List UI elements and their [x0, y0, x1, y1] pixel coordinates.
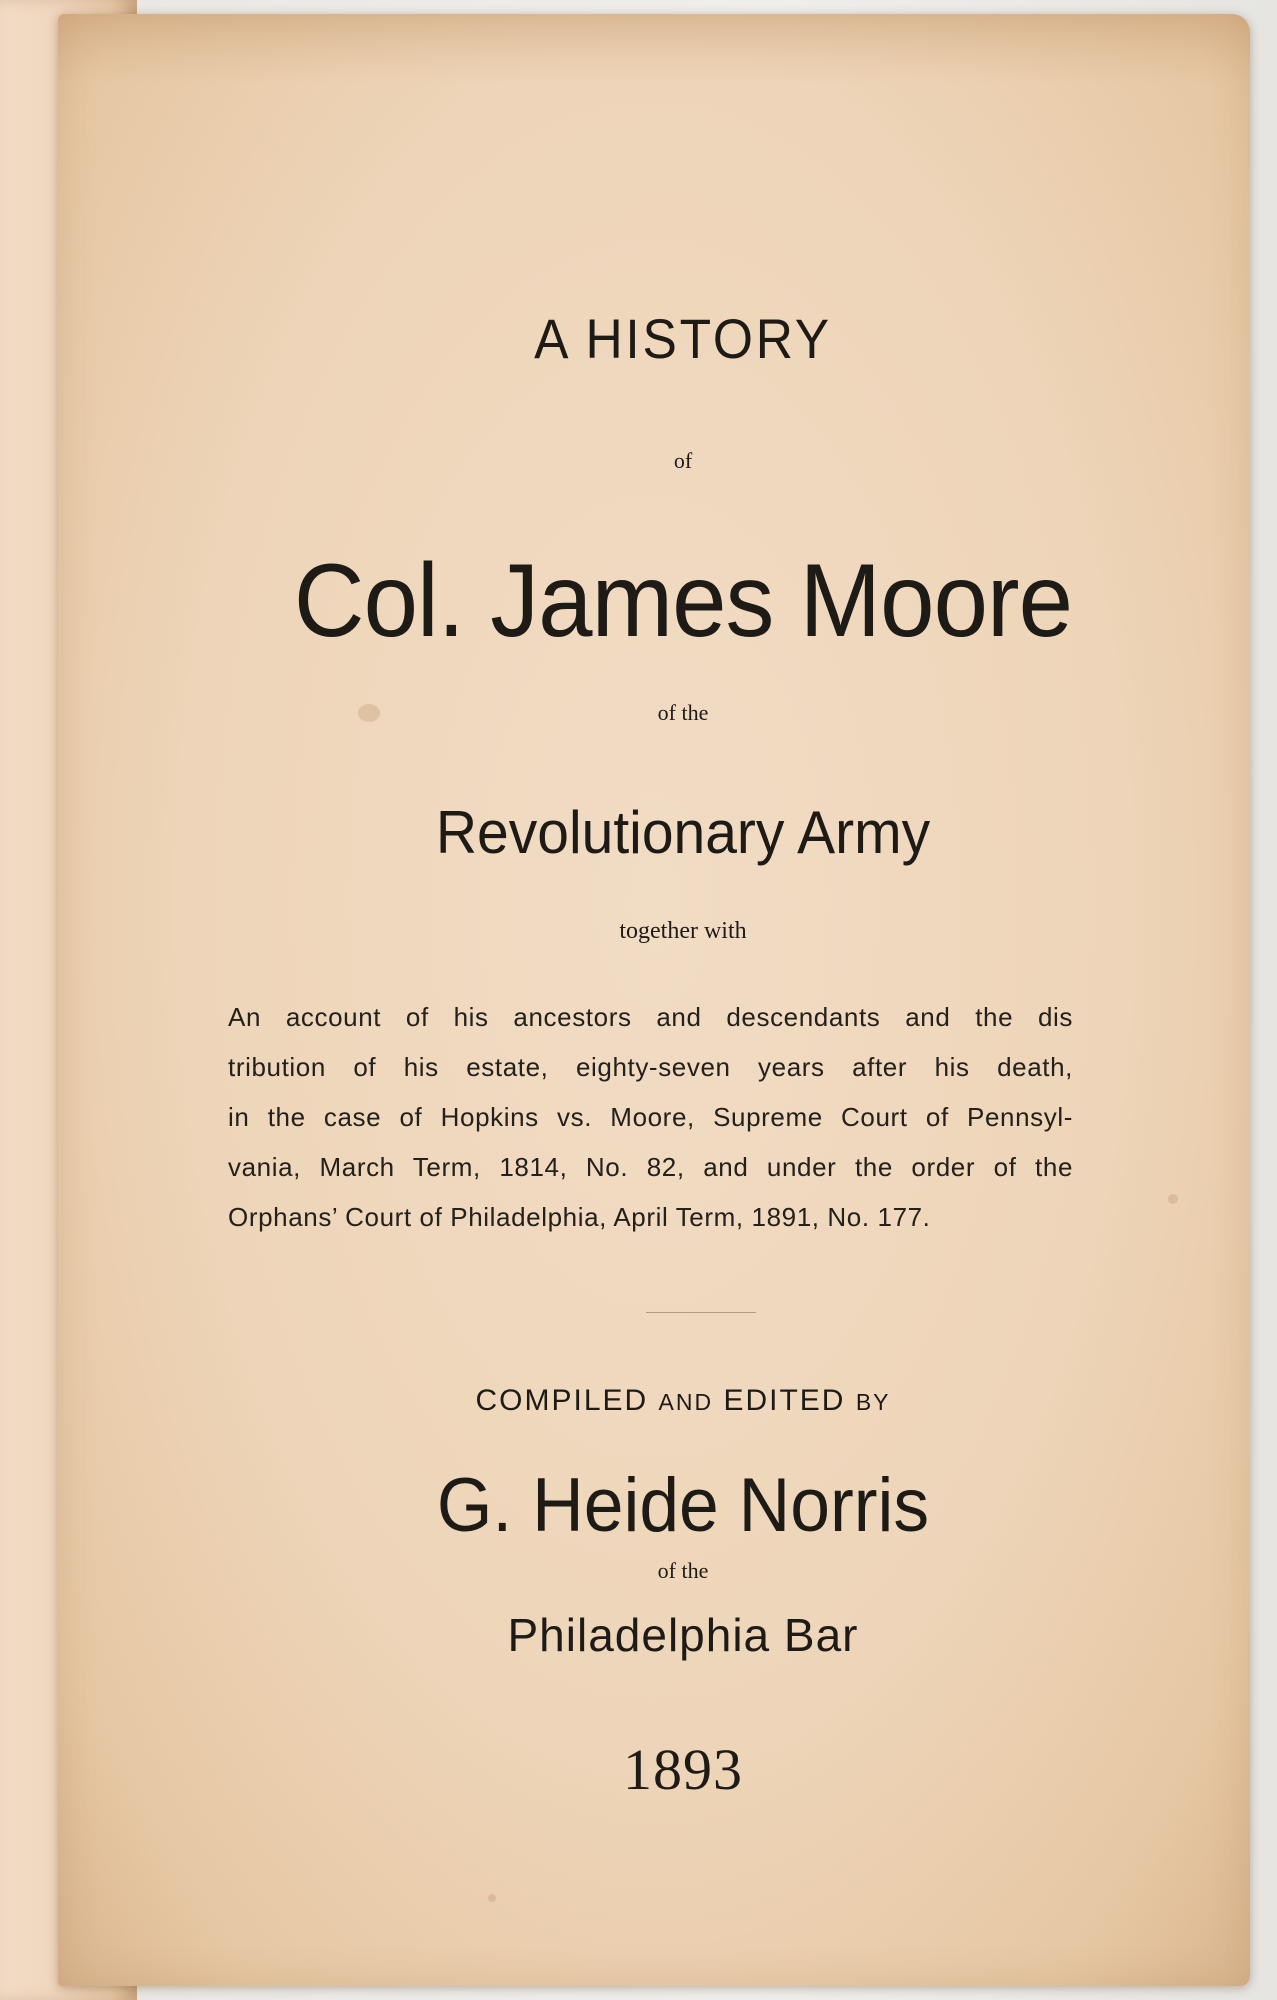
- subject-army: Revolutionary Army: [435, 799, 931, 866]
- compiled-and-edited-by: [128, 1384, 1238, 1418]
- title-text-block: [128, 14, 1238, 1986]
- account-paragraph: [228, 992, 1073, 1242]
- connector-together-with: together with: [619, 918, 747, 944]
- compiled-word: COMPILED: [475, 1384, 649, 1417]
- title-page: [58, 14, 1250, 1986]
- account-line: in the case of Hopkins vs. Moore, Supreme Court of Pennsyl-: [228, 1102, 1073, 1132]
- divider-rule: [646, 1312, 756, 1313]
- compiled-word: AND: [658, 1389, 714, 1415]
- account-line: tribution of his estate, eighty-seven years after his death,: [228, 1052, 1073, 1082]
- subject-name: Col. James Moore: [293, 543, 1073, 659]
- connector-of-the: of the: [657, 700, 709, 725]
- editor-name: G. Heide Norris: [436, 1463, 930, 1548]
- connector-of: of: [673, 448, 693, 473]
- publication-year: 1893: [623, 1737, 743, 1802]
- editor-affiliation: Philadelphia Bar: [507, 1609, 859, 1661]
- connector-of-the: of the: [657, 1558, 709, 1583]
- account-line: vania, March Term, 1814, No. 82, and under the order of the: [228, 1152, 1073, 1182]
- account-line: Orphans’ Court of Philadelphia, April Term, 1891, No. 177.: [228, 1202, 931, 1232]
- account-line: An account of his ancestors and descendants and the dis: [228, 1002, 1073, 1032]
- heading-a-history: A HISTORY: [534, 307, 832, 370]
- compiled-word: BY: [855, 1389, 891, 1415]
- compiled-word: EDITED: [723, 1384, 846, 1417]
